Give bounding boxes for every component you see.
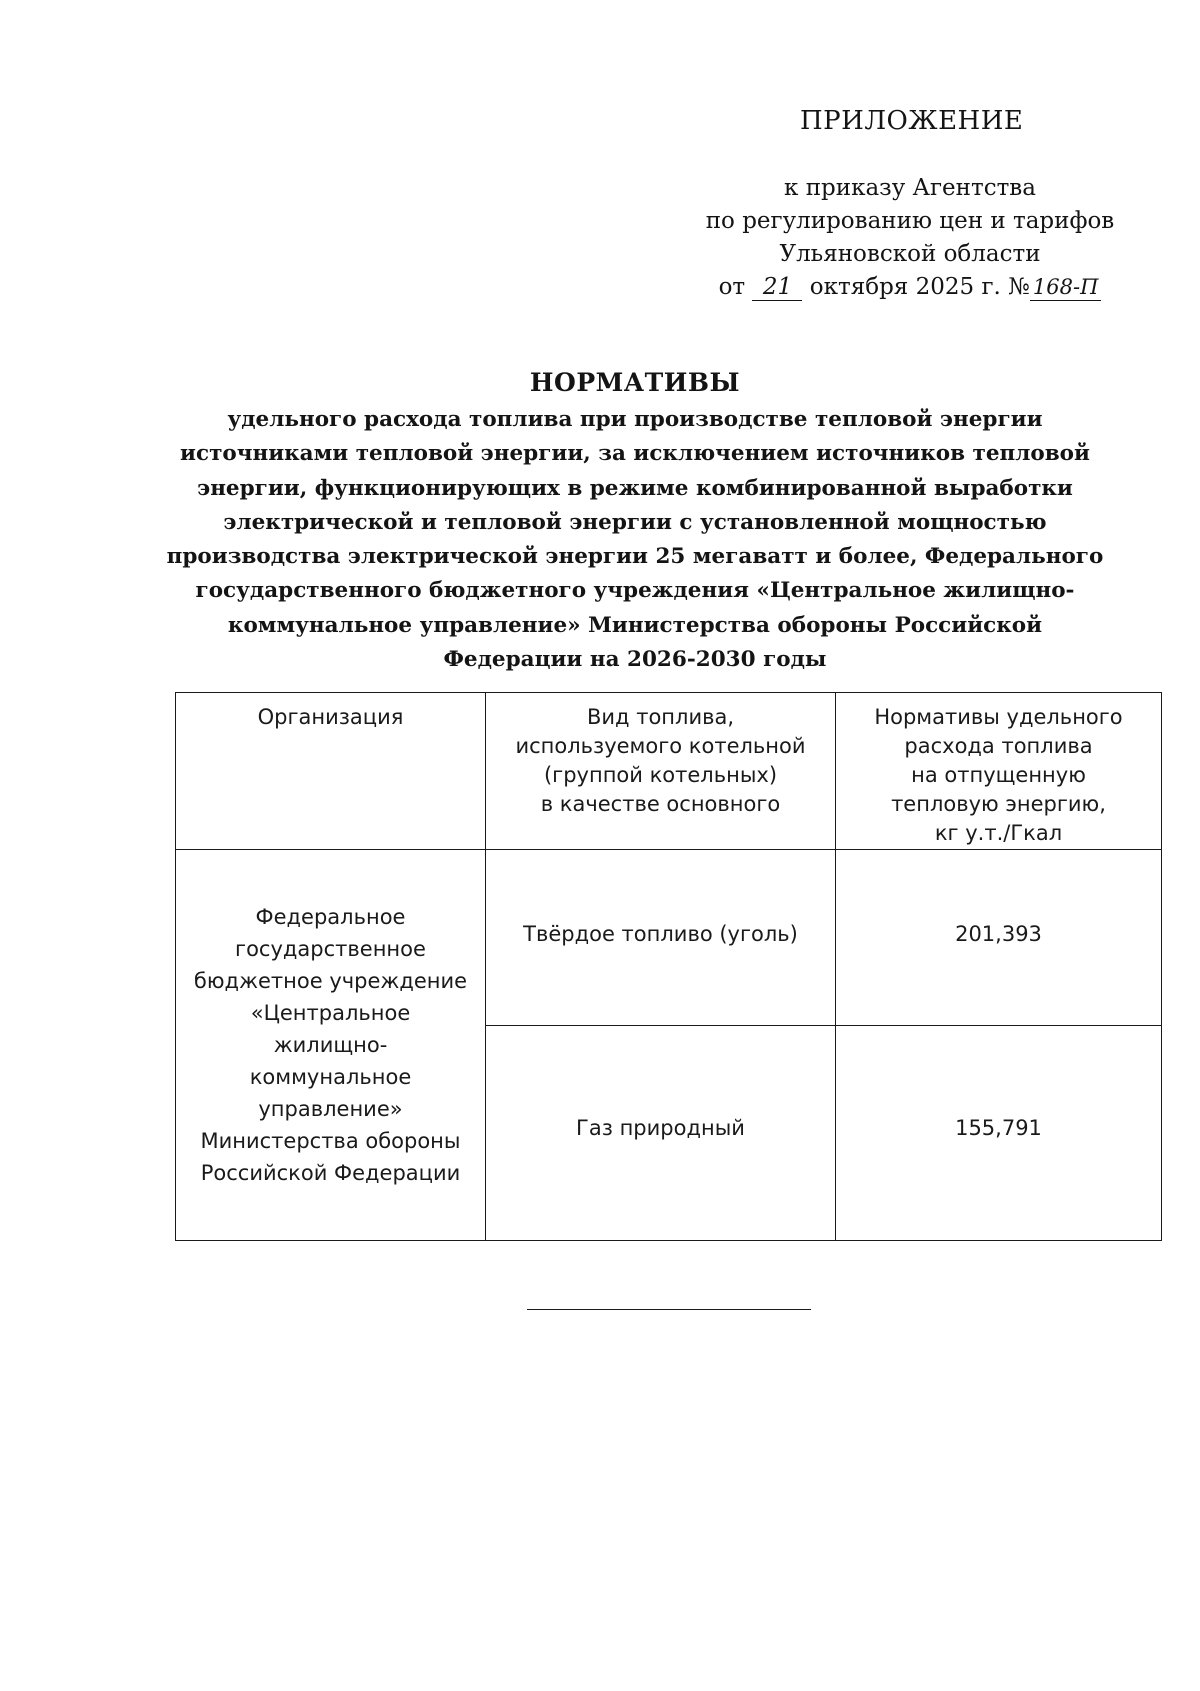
organization-line: коммунальное [249, 1065, 412, 1089]
organization-line: Российской Федерации [200, 1161, 461, 1185]
header-fuel-line: используемого котельной [515, 734, 806, 758]
header-fuel-line: в качестве основного [540, 792, 781, 816]
document-title: НОРМАТИВЫ [529, 368, 741, 397]
order-reference [690, 172, 1130, 304]
date-prefix: от [718, 274, 746, 300]
header-norm-line: тепловую энергию, [891, 792, 1106, 816]
order-date-line [690, 271, 1130, 304]
organization-line: Федеральное [255, 905, 406, 929]
header-fuel-type [486, 693, 836, 850]
handwritten-day: 21 [752, 274, 802, 301]
organization-cell [176, 850, 486, 1241]
fuel-type-cell: Твёрдое топливо (уголь) [486, 850, 836, 1026]
order-ref-line-1: к приказу Агентства [784, 175, 1036, 201]
norm-value-cell: 201,393 [836, 850, 1162, 1026]
document-subtitle [150, 403, 1120, 677]
subtitle-line: источниками тепловой энергии, за исключением источников тепловой [180, 441, 1090, 467]
handwritten-order-number: 168-П [1030, 274, 1102, 301]
organization-line: государственное [235, 937, 426, 961]
header-fuel-line: (группой котельных) [543, 763, 778, 787]
subtitle-line: производства электрической энергии 25 мегаватт и более, Федерального [166, 544, 1104, 570]
header-norm-line: Нормативы удельного [874, 705, 1123, 729]
subtitle-line: энергии, функционирующих в режиме комбинированной выработки [197, 475, 1073, 501]
header-norm-line: расхода топлива [904, 734, 1093, 758]
norms-table [175, 692, 1162, 1241]
header-norm-line: на отпущенную [911, 763, 1086, 787]
header-norm-line: кг у.т./Гкал [934, 821, 1063, 845]
organization-line: жилищно- [273, 1033, 388, 1057]
header-organization [176, 693, 486, 850]
header-norm [836, 693, 1162, 850]
organization-line: «Центральное [250, 1001, 411, 1025]
organization-line: управление» [258, 1097, 403, 1121]
header-organization-label: Организация [257, 705, 404, 729]
table-row [176, 850, 1162, 1026]
subtitle-line: электрической и тепловой энергии с установленной мощностью [223, 509, 1047, 535]
subtitle-line: государственного бюджетного учреждения «Центральное жилищно- [195, 578, 1075, 604]
table-header-row [176, 693, 1162, 850]
subtitle-line: коммунальное управление» Министерства обороны Российской [227, 612, 1043, 638]
order-ref-line-2: по регулированию цен и тарифов [705, 208, 1115, 234]
fuel-type-cell: Газ природный [486, 1026, 836, 1241]
number-prefix: № [1008, 274, 1030, 300]
appendix-label: ПРИЛОЖЕНИЕ [800, 106, 1024, 136]
date-month-year: октября 2025 г. [809, 274, 1001, 300]
closing-divider [527, 1309, 811, 1310]
organization-line: бюджетное учреждение [193, 969, 468, 993]
subtitle-line: удельного расхода топлива при производстве тепловой энергии [227, 407, 1043, 432]
header-fuel-line: Вид топлива, [586, 705, 735, 729]
order-ref-line-3: Ульяновской области [779, 241, 1041, 267]
norm-value-cell: 155,791 [836, 1026, 1162, 1241]
organization-line: Министерства обороны [200, 1129, 461, 1153]
subtitle-line: Федерации на 2026-2030 годы [443, 647, 827, 673]
